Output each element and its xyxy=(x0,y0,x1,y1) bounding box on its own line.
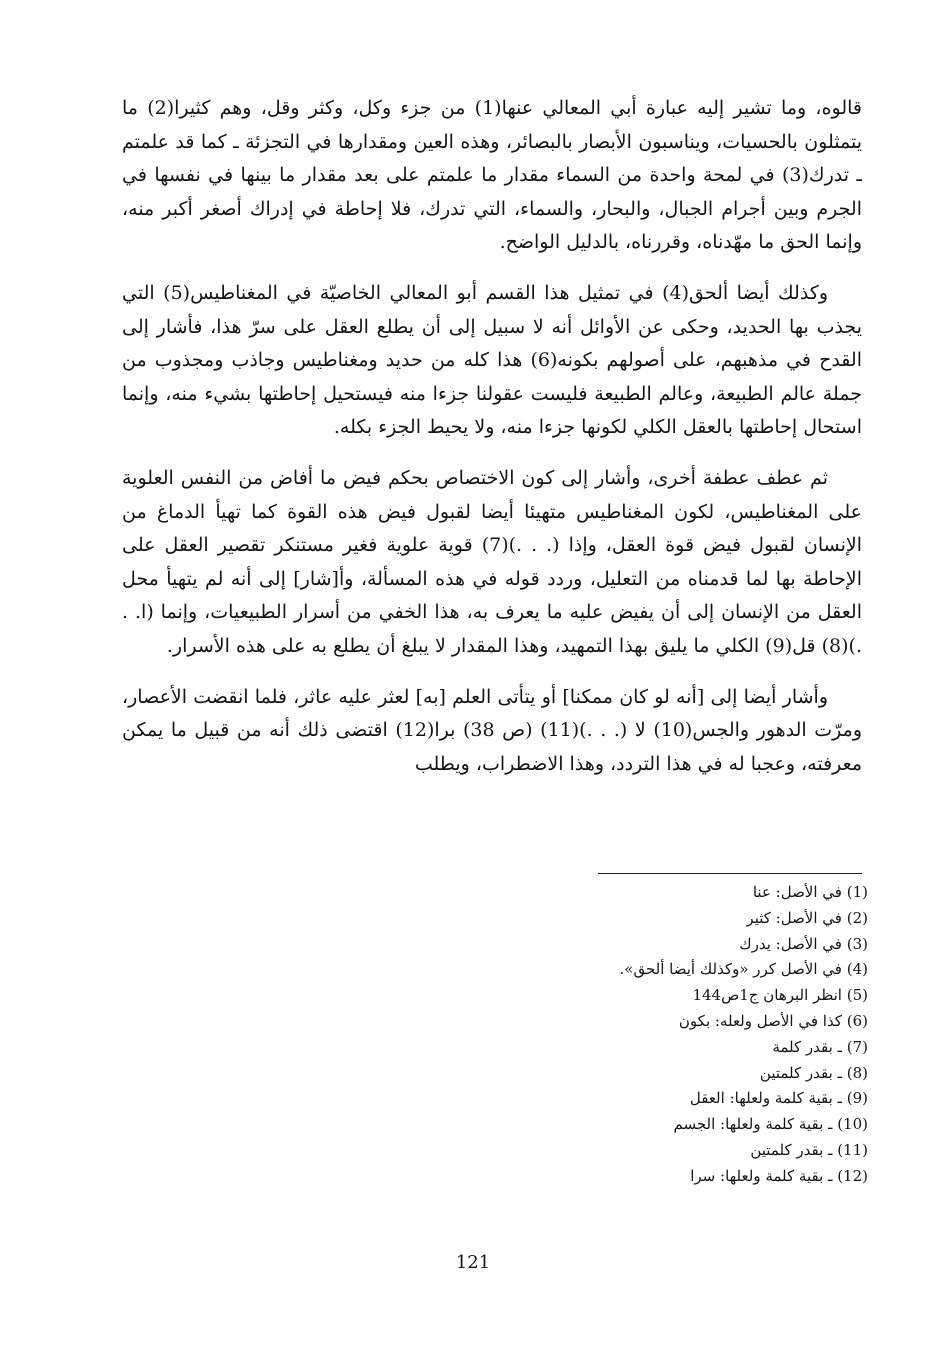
footnote: (11) ـ بقدر كلمتين xyxy=(750,1140,868,1159)
page-number: 121 xyxy=(455,1252,491,1273)
footnote: (4) في الأصل كرر «وكذلك أيضا ألحق». xyxy=(619,960,868,979)
paragraph-1: قالوه، وما تشير إليه عبارة أبي المعالي عنها(1) من جزء وكل، وكثر وقل، وهم كثيرا(2) ما يتمثلون بالحسيات، ويناسبون الأبصار بالبصائر، وهذه العين ومقدارها في التجزئة ـ كما قد علمتم ـ تدرك(3) في لمحة واحدة من السماء مقدار ما علمتم على بعد مقدار ما بينها في نفسها في الجرم وبين أجرام الجبال، والبحار، والسماء، التي تدرك، فلا إحاطة في إدراك أصغر أكبر منه، وإنما الحق ما مهّدناه، وقررناه، بالدليل الواضح. xyxy=(122,97,862,254)
footnote-separator xyxy=(598,873,862,874)
footnote: (7) ـ بقدر كلمة xyxy=(772,1037,868,1056)
footnote: (5) انظر البرهان ج1ص144 xyxy=(692,986,868,1005)
footnote: (2) في الأصل: كثير xyxy=(746,908,868,927)
footnote: (1) في الأصل: عنا xyxy=(752,883,868,901)
footnote: (6) كذا في الأصل ولعله: بكون xyxy=(678,1011,868,1030)
footnote: (9) ـ بقية كلمة ولعلها: العقل xyxy=(689,1089,868,1108)
paragraph-3: ثم عطف عطفة أخرى، وأشار إلى كون الاختصاص بحكم فيض ما أفاض من النفس العلوية على المغناطيس، لكون المغناطيس متهيئا أيضا لقبول فيض هذه القوة كما تهيأ الدماغ من الإنسان لقبول فيض قوة العقل، وإذا (. . .)(7) قوية علوية فغير مستنكر تقصير العقل على الإحاطة بها لما قدمناه من التعليل، وردد قوله في هذه المسألة، وأ[شار] إلى أنه لم يتهيأ محل العقل من الإنسان إلى أن يفيض عليه ما يعرف به، هذا الخفي من أسرار الطبيعيات، وإنما (ا. . .)(8) قل(9) الكلي ما يليق بهذا التمهيد، وهذا المقدار لا يبلغ أن يطلع به على هذه الأسرار. xyxy=(122,466,862,657)
footnotes xyxy=(500,880,868,1190)
paragraph-2: وكذلك أيضا ألحق(4) في تمثيل هذا القسم أبو المعالي الخاصيّة في المغناطيس(5) التي يجذب بها الحديد، وحكى عن الأوائل أنه لا سبيل إلى أن يطلع العقل على سرّ هذا، فأشار إلى القدح في مذهبهم، على أصولهم بكونه(6) هذا كله من حديد ومغناطيس وجاذب ومجذوب من جملة عالم الطبيعة، وعالم الطبيعة فليست عقولنا جزءا منه فيستحيل إحاطتها بشيء منه، وإنما استحال إحاطتها بالعقل الكلي لكونها جزءا منه، ولا يحيط الجزء بكله. xyxy=(122,281,862,439)
footnote: (3) في الأصل: يدرك xyxy=(739,934,868,953)
footnote: (10) ـ بقية كلمة ولعلها: الجسم xyxy=(673,1115,868,1134)
paragraph-4: وأشار أيضا إلى [أنه لو كان ممكنا] أو يتأتى العلم [به] لعثر عليه عاثر، فلما انقضت الأعصار، ومرّت الدهور والجس(10) لا (. . .)(11) (ص 38) برا(12) اقتضى ذلك أنه من قبيل ما يمكن معرفته، وعجبا له في هذا التردد، وهذا الاضطراب، ويطلب xyxy=(122,685,863,775)
footnote: (12) ـ بقية كلمة ولعلها: سرا xyxy=(690,1166,868,1185)
footnote: (8) ـ بقدر كلمتين xyxy=(759,1063,868,1082)
main-text xyxy=(122,92,862,781)
